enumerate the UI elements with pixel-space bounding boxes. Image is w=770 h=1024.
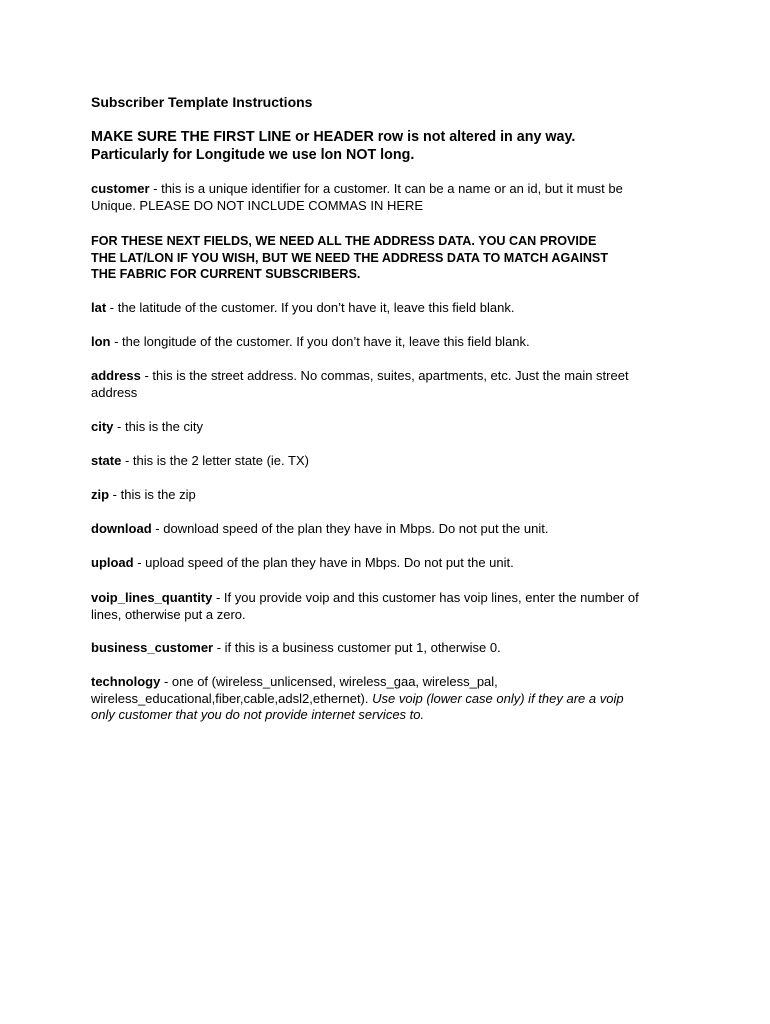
field-customer: customer - this is a unique identifier for a customer. It can be a name or an id, but it must be Unique. PLEASE DO NOT INCLUDE COMMAS IN HERE <box>91 181 623 213</box>
field-lon: lon - the longitude of the customer. If you don’t have it, leave this field blank. <box>91 334 530 349</box>
field-term: customer <box>91 181 150 196</box>
field-city: city - this is the city <box>91 419 203 434</box>
document-title: Subscriber Template Instructions <box>91 94 313 110</box>
field-download: download - download speed of the plan they have in Mbps. Do not put the unit. <box>91 521 549 536</box>
field-technology: technology - one of (wireless_unlicensed, wireless_gaa, wireless_pal, wireless_educational,fiber,cable,adsl2,ethernet). Use voip (lower case only) if they are a voip only customer that you do not provide internet services to. <box>91 674 624 722</box>
field-voip-lines-quantity: voip_lines_quantity - If you provide voip and this customer has voip lines, enter the number of lines, otherwise put a zero. <box>91 590 639 622</box>
field-upload: upload - upload speed of the plan they have in Mbps. Do not put the unit. <box>91 555 514 570</box>
field-zip: zip - this is the zip <box>91 487 196 502</box>
field-state: state - this is the 2 letter state (ie. TX) <box>91 453 309 468</box>
address-note: FOR THESE NEXT FIELDS, WE NEED ALL THE ADDRESS DATA. YOU CAN PROVIDE THE LAT/LON IF YOU WISH, BUT WE NEED THE ADDRESS DATA TO MATCH AGAINST THE FABRIC FOR CURRENT SUBSCRIBERS. <box>91 234 609 281</box>
field-business-customer: business_customer - if this is a business customer put 1, otherwise 0. <box>91 640 501 655</box>
header-warning: MAKE SURE THE FIRST LINE or HEADER row is not altered in any way. Particularly for Longitude we use lon NOT long. <box>91 129 576 163</box>
field-address: address - this is the street address. No commas, suites, apartments, etc. Just the main street address <box>91 368 629 400</box>
field-lat: lat - the latitude of the customer. If you don’t have it, leave this field blank. <box>91 300 515 315</box>
